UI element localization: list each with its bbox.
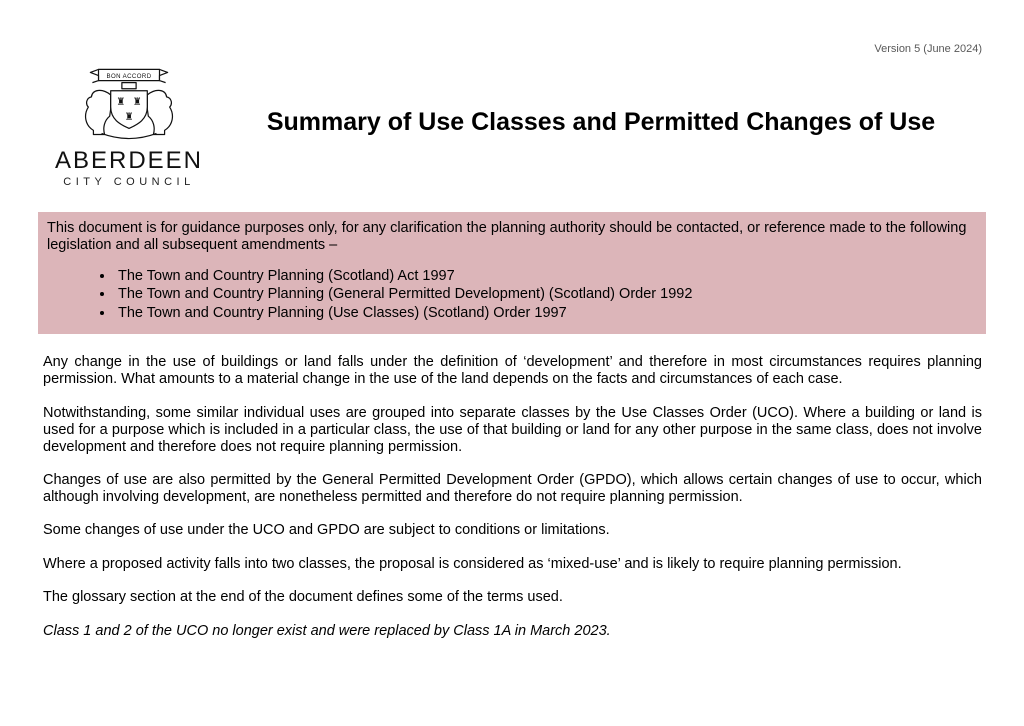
body-paragraph-6: The glossary section at the end of the document defines some of the terms used. [43, 589, 563, 606]
notice-box [38, 212, 986, 334]
page-title: Summary of Use Classes and Permitted Changes of Use [266, 108, 936, 136]
notice-list [47, 268, 977, 322]
body-paragraph-5: Where a proposed activity falls into two classes, the proposal is considered as ‘mixed-use’ and is likely to require planning permission. [43, 555, 902, 572]
notice-item: • The Town and Country Planning (Use Classes) (Scotland) Order 1997 [115, 305, 977, 322]
notice-intro: This document is for guidance purposes only, for any clarification the planning authority should be contacted, or reference made to the following legislation and all subsequent amendments – [47, 220, 967, 253]
body-paragraph-2: Notwithstanding, some similar individual uses are grouped into separate classes by the Use Classes Order (UCO). Where a building or land is used for a purpose which is included in a particular class, the use of that building or land for any other purpose in the same class, does not involve development and therefore does not require planning permission. [43, 404, 982, 455]
document-header [0, 0, 1024, 188]
aberdeen-crest-icon [68, 66, 190, 144]
council-logo [40, 66, 218, 188]
svg-text:♜: ♜ [132, 97, 142, 108]
title-area [218, 66, 984, 137]
notice-item: • The Town and Country Planning (General Permitted Development) (Scotland) Order 1992 [115, 286, 977, 303]
logo-org-name: ABERDEEN [54, 147, 204, 174]
crest-motto-text: BON ACCORD [106, 73, 152, 81]
body-paragraph-3: Changes of use are also permitted by the General Permitted Development Order (GPDO), which allows certain changes of use to occur, which although involving development, are nonetheless permitted and therefore do not require planning permission. [43, 472, 982, 505]
italic-note: Class 1 and 2 of the UCO no longer exist and were replaced by Class 1A in March 2023. [43, 623, 611, 640]
notice-item: • The Town and Country Planning (Scotland) Act 1997 [115, 268, 977, 285]
body-paragraph-1: Any change in the use of buildings or land falls under the definition of ‘development’ and therefore in most circumstances requires planning permission. What amounts to a material change in the use of the land depends on the facts and circumstances of each case. [43, 354, 982, 388]
svg-text:♜: ♜ [116, 97, 126, 108]
body-paragraph-4: Some changes of use under the UCO and GPDO are subject to conditions or limitations. [43, 522, 610, 539]
svg-text:♜: ♜ [124, 112, 134, 124]
document-body [43, 354, 982, 640]
logo-org-subtitle: CITY COUNCIL [63, 176, 195, 188]
version-label: Version 5 (June 2024) [874, 43, 982, 55]
